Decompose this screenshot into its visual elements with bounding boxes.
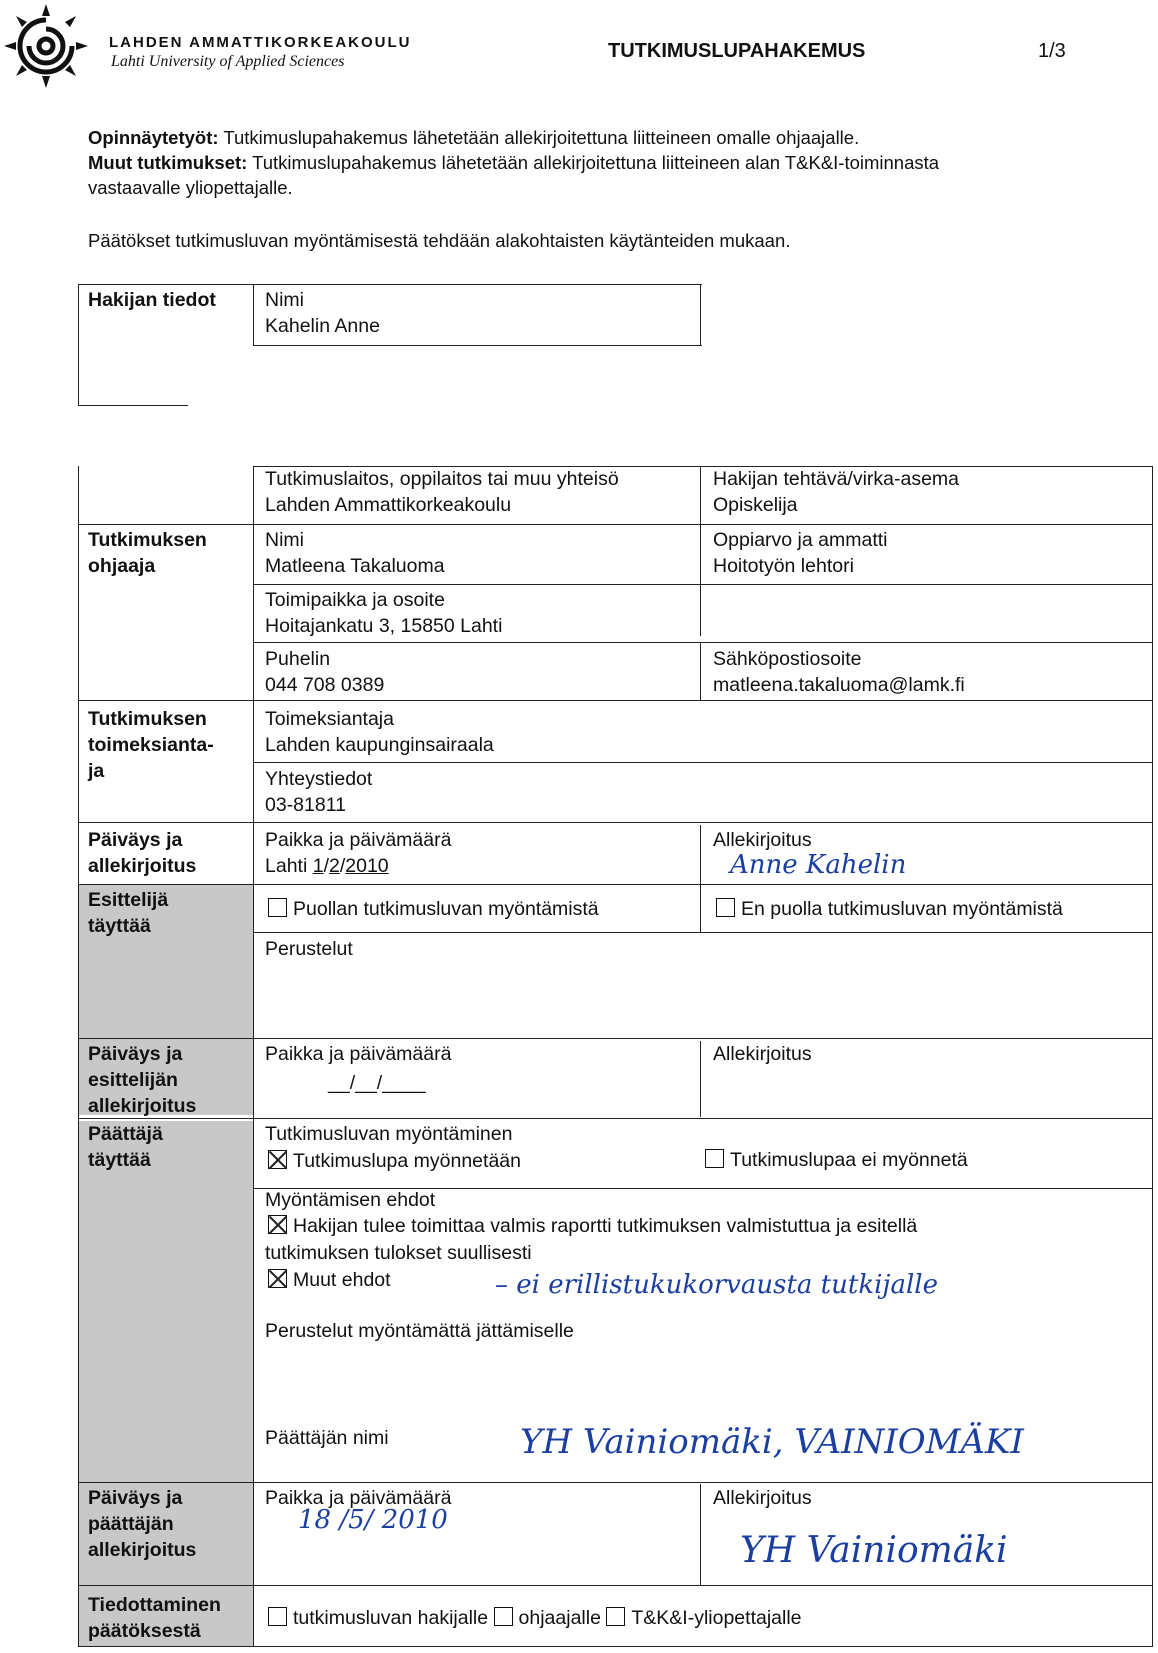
hakija-year: 2010 [345,855,389,877]
paattaja-place-label: Paikka ja päivämäärä [265,1487,452,1509]
section-label-esittelija [88,887,168,939]
condition-1-label: Hakijan tulee toimittaa valmis raportti tutkimuksen valmistuttua ja esitellä [293,1215,918,1237]
hakija-name-label: Nimi [265,289,304,311]
paattaja-label-2: täyttää [88,1149,151,1171]
ohjaaja-phone[interactable]: 044 708 0389 [265,674,385,696]
section-label-paattaja [88,1121,163,1173]
section-label-ohjaaja [88,527,207,579]
toimeksiantaja-contact[interactable]: 03-81811 [265,794,346,816]
condition-1-checkbox[interactable] [268,1215,287,1234]
notify-supervisor-label: ohjaajalle [518,1607,601,1629]
condition-1[interactable] [268,1213,917,1239]
esittelija-sign-label: Allekirjoitus [713,1043,812,1065]
hakija-org-label: Tutkimuslaitos, oppilaitos tai muu yhteisö [265,468,619,490]
hakija-role[interactable]: Opiskelija [713,494,798,516]
page-number: 1/3 [1038,40,1066,62]
toimeksiantaja-sub-label: Toimeksiantaja [265,708,394,730]
granted-option[interactable] [268,1148,521,1174]
tiedottaminen-label-1: Tiedottaminen [88,1594,221,1616]
toimeksiantaja-value[interactable]: Lahden kaupunginsairaala [265,734,494,756]
hakija-place-label: Paikka ja päivämäärä [265,829,452,851]
esittelija-label-1: Esittelijä [88,889,169,911]
notify-principal[interactable] [606,1607,801,1629]
spiral-logo-icon [2,2,90,90]
paattaja-signature: YH Vainiomäki [740,1530,1008,1571]
condition-2-label: Muut ehdot [293,1269,391,1291]
recommend-checkbox[interactable] [268,898,287,917]
notify-principal-checkbox[interactable] [606,1607,625,1626]
toimeksiantaja-label-3: ja [88,760,105,782]
granted-label: Tutkimuslupa myönnetään [293,1150,521,1172]
tiedottaminen-label-2: päätöksestä [88,1620,201,1642]
hakija-day: 1 [312,855,324,877]
hakija-sign-label: Allekirjoitus [713,829,812,851]
paattaja-sign-label-1: Päiväys ja [88,1487,183,1509]
intro-label-2: Muut tutkimukset: [88,152,248,173]
esittelija-grounds-label: Perustelut [265,938,353,960]
notify-options [268,1605,802,1631]
notify-principal-label: T&K&I-yliopettajalle [631,1607,802,1629]
notify-applicant[interactable] [268,1607,488,1629]
intro-text-1: Tutkimuslupahakemus lähetetään allekirjoitettuna liitteineen omalle ohjaajalle. [218,127,860,148]
granted-checkbox[interactable] [268,1150,287,1169]
not-granted-option[interactable] [705,1147,968,1173]
hakija-sign-label-1: Päiväys ja [88,829,183,851]
ohjaaja-name-label: Nimi [265,529,304,551]
toimeksiantaja-label-1: Tutkimuksen [88,708,207,730]
intro-line-2 [88,150,939,175]
org-name-en: Lahti University of Applied Sciences [111,53,345,70]
paattaja-name-handwritten: YH Vainiomäki, VAINIOMÄKI [520,1422,1024,1462]
intro-label-1: Opinnäytetyöt: [88,127,219,148]
grey-band-paattaja [79,1121,253,1646]
toimeksiantaja-contact-label: Yhteystiedot [265,768,373,790]
recommend-option[interactable] [268,896,599,922]
hakija-signature: Anne Kahelin [730,850,907,880]
ohjaaja-name[interactable]: Matleena Takaluoma [265,555,445,577]
paattaja-sign-label-2: päättäjän [88,1513,174,1535]
hakija-date[interactable]: Lahti 1/2/2010 [265,855,389,877]
section-label-hakija-sign [88,827,196,879]
not-recommend-checkbox[interactable] [716,898,735,917]
hakija-place: Lahti [265,855,313,877]
ohjaaja-title-label: Oppiarvo ja ammatti [713,529,888,551]
paattaja-label-1: Päättäjä [88,1123,163,1145]
section-label-esittelija-sign [88,1041,196,1119]
esittelija-label-2: täyttää [88,915,151,937]
toimeksiantaja-label-2: toimeksianta- [88,734,214,756]
section-label-toimeksiantaja [88,706,214,784]
ohjaaja-addr-label: Toimipaikka ja osoite [265,589,445,611]
condition-2-checkbox[interactable] [268,1269,287,1288]
grant-title: Tutkimusluvan myöntäminen [265,1123,513,1145]
ohjaaja-phone-label: Puhelin [265,648,331,670]
ohjaaja-title[interactable]: Hoitotyön lehtori [713,555,854,577]
recommend-label: Puollan tutkimusluvan myöntämistä [293,898,599,920]
ohjaaja-label-1: Tutkimuksen [88,529,207,551]
section-label-paattaja-sign [88,1485,196,1563]
refusal-grounds-label: Perustelut myöntämättä jättämiselle [265,1320,574,1342]
ohjaaja-addr[interactable]: Hoitajankatu 3, 15850 Lahti [265,615,503,637]
ohjaaja-label-2: ohjaaja [88,555,156,577]
esittelija-sign-label-1: Päiväys ja [88,1043,183,1065]
esittelija-date-blank[interactable]: __/__/____ [328,1072,426,1094]
intro-line-3: vastaavalle yliopettajalle. [88,177,293,198]
esittelija-sign-label-2: esittelijän [88,1069,178,1091]
hakija-role-label: Hakijan tehtävä/virka-asema [713,468,960,490]
paattaja-sign-label-3: allekirjoitus [88,1539,197,1561]
notify-supervisor-checkbox[interactable] [494,1607,513,1626]
condition-1-cont: tutkimuksen tulokset suullisesti [265,1242,532,1264]
hakija-sign-label-2: allekirjoitus [88,855,197,877]
ohjaaja-email-label: Sähköpostiosoite [713,648,862,670]
not-granted-checkbox[interactable] [705,1149,724,1168]
not-recommend-option[interactable] [716,896,1063,922]
paattaja-date-handwritten: 18 /5/ 2010 [298,1505,448,1535]
not-granted-label: Tutkimuslupaa ei myönnetä [730,1149,968,1171]
hakija-month: 2 [328,855,340,877]
esittelija-sign-label-3: allekirjoitus [88,1095,197,1117]
not-recommend-label: En puolla tutkimusluvan myöntämistä [741,898,1063,920]
intro-line-1 [88,125,859,150]
condition-2-handwritten: – ei erillistukukorvausta tutkijalle [495,1270,938,1300]
paattaja-sign-label: Allekirjoitus [713,1487,812,1509]
notify-applicant-checkbox[interactable] [268,1607,287,1626]
org-name: LAHDEN AMMATTIKORKEAKOULU [109,34,412,51]
notify-applicant-label: tutkimusluvan hakijalle [293,1607,489,1629]
hakija-org[interactable]: Lahden Ammattikorkeakoulu [265,494,512,516]
notify-supervisor[interactable] [494,1607,601,1629]
ohjaaja-email[interactable]: matleena.takaluoma@lamk.fi [713,674,965,696]
condition-2[interactable] [268,1267,391,1293]
form-title: TUTKIMUSLUPAHAKEMUS [608,40,866,62]
paattaja-name-label: Päättäjän nimi [265,1427,389,1449]
section-label-hakija: Hakijan tiedot [88,289,216,311]
esittelija-place-label: Paikka ja päivämäärä [265,1043,452,1065]
hakija-name[interactable]: Kahelin Anne [265,315,380,337]
intro-line-4: Päätökset tutkimusluvan myöntämisestä tehdään alakohtaisten käytänteiden mukaan. [88,230,791,251]
section-label-tiedottaminen [88,1592,221,1644]
intro-text-2: Tutkimuslupahakemus lähetetään allekirjoitettuna liitteineen alan T&K&I-toiminnasta [247,152,940,173]
conditions-title: Myöntämisen ehdot [265,1189,436,1211]
